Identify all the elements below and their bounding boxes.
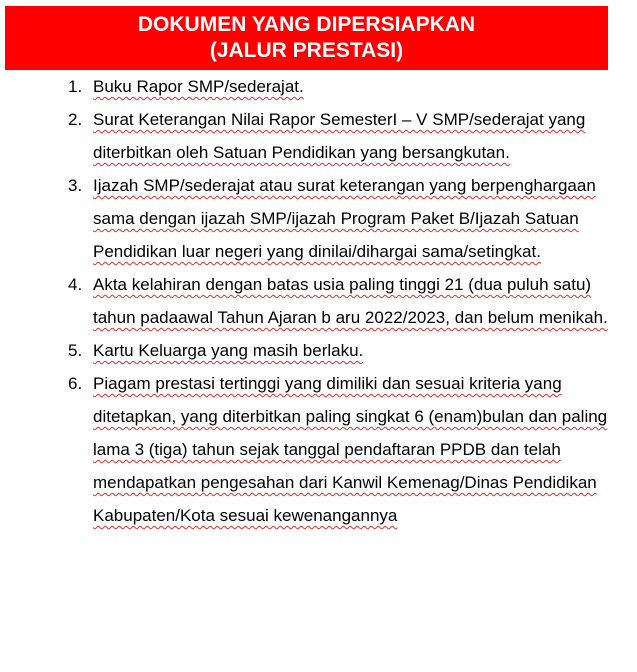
list-item-number: 5. <box>68 341 83 360</box>
list-item-text: Piagam prestasi tertinggi yang dimiliki dan sesuai kriteria yang ditetapkan, yang diterbitkan paling singkat 6 (enam)bulan dan paling lama 3 (tiga) tahun sejak tanggal pendaftaran PPDB dan telah mendapatkan pengesahan dari Kanwil Kemenag/Dinas Pendidikan Kabupaten/Kota sesuai kewenangannya <box>93 374 608 525</box>
document-title-banner <box>5 6 608 70</box>
list-item-text: Akta kelahiran dengan batas usia paling tinggi 21 (dua puluh satu) tahun padaawal Tahun Ajaran b aru 2022/2023, dan belum menikah. <box>93 275 608 327</box>
list-item-text: Kartu Keluarga yang masih berlaku. <box>93 341 364 360</box>
list-item <box>68 367 613 532</box>
document-title: DOKUMEN YANG DIPERSIAPKAN <box>137 13 476 36</box>
list-item-text: Ijazah SMP/sederajat atau surat keterangan yang berpenghargaan sama dengan ijazah SMP/ijazah Program Paket B/Ijazah Satuan Pendidikan luar negeri yang dinilai/dihargai sama/setingkat. <box>93 176 596 261</box>
list-item <box>68 268 613 334</box>
document-list <box>68 70 613 532</box>
list-item-number: 3. <box>68 176 83 195</box>
list-item-number: 4. <box>68 275 83 294</box>
list-item <box>68 169 613 268</box>
list-item-text: Surat Keterangan Nilai Rapor SemesterI – V SMP/sederajat yang diterbitkan oleh Satuan Pendidikan yang bersangkutan. <box>93 110 586 162</box>
list-item <box>68 103 613 169</box>
list-item-text: Buku Rapor SMP/sederajat. <box>93 77 304 96</box>
list-item-number: 6. <box>68 374 83 393</box>
list-item-number: 1. <box>68 77 83 96</box>
document-subtitle: (JALUR PRESTASI) <box>209 39 404 62</box>
list-item-number: 2. <box>68 110 83 129</box>
list-item <box>68 334 613 367</box>
list-item <box>68 70 613 103</box>
